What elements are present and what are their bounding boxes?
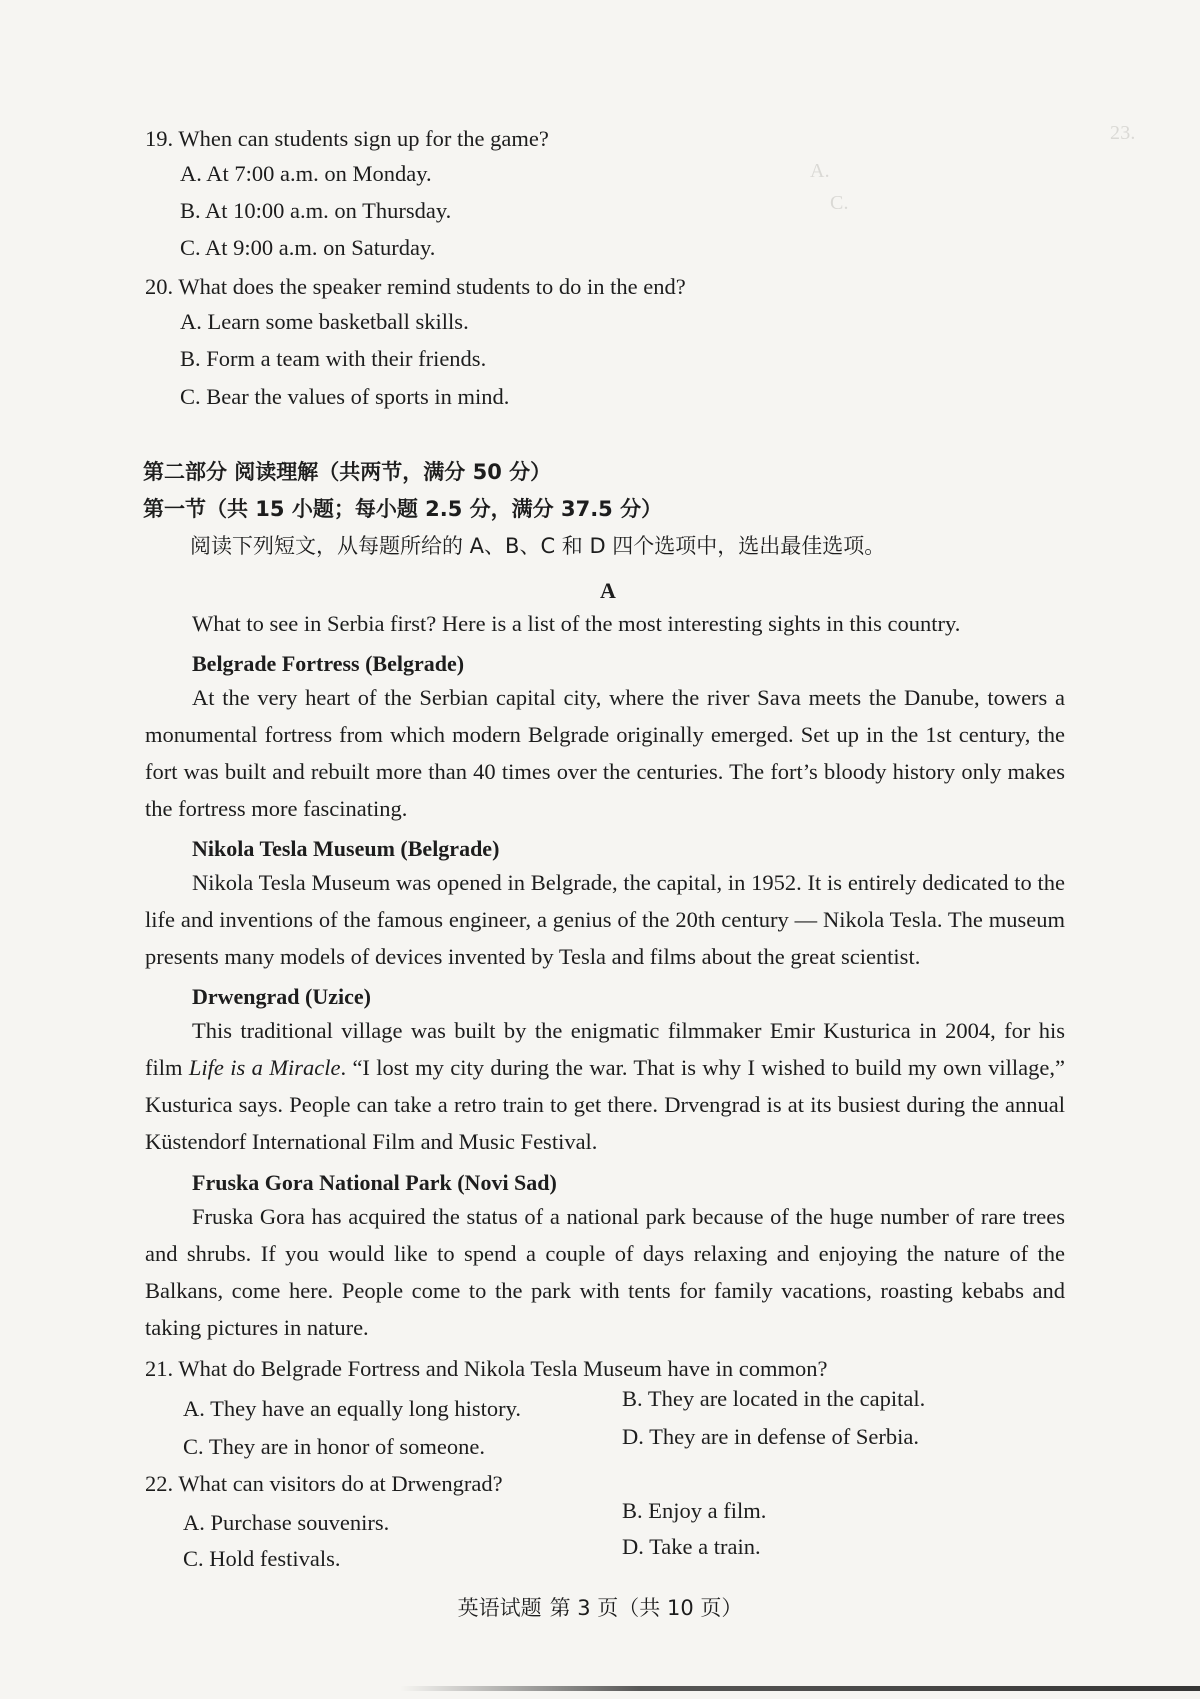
question-22-option-c: C. Hold festivals.	[183, 1546, 341, 1571]
question-21-stem: 21. What do Belgrade Fortress and Nikola Tesla Museum have in common?	[145, 1356, 828, 1381]
sight-paragraph-fruska-gora	[145, 1198, 1065, 1346]
sight-text-before: This traditional village was built by the enigmatic filmmaker Emir Kusturica in 2004, for his film	[145, 1018, 1065, 1080]
question-20-option-b: B. Form a team with their friends.	[180, 346, 487, 371]
sight-text: At the very heart of the Serbian capital city, where the river Sava meets the Danube, towers a monumental fortress from which modern Belgrade originally emerged. Set up in the 1st century, the fort was built and rebuilt more than 40 times over the centuries. The fort’s bloody history only makes the fortress more fascinating.	[145, 685, 1065, 821]
sight-text-after: . “I lost my city during the war. That is why I wished to build my own village,” Kusturica says. People can take a retro train to get there. Drvengrad is at its busiest during the annual Küstendorf International Film and Music Festival.	[145, 1055, 1066, 1154]
page-footer	[0, 1592, 1200, 1622]
passage-letter: A	[600, 578, 616, 603]
question-20-option-c: C. Bear the values of sports in mind.	[180, 384, 510, 409]
sight-text: Fruska Gora has acquired the status of a national park because of the huge number of rare trees and shrubs. If you would like to spend a couple of days relaxing and enjoying the nature of the Balkans, come here. People come to the park with tents for family vacations, roasting kebabs and taking pictures in nature.	[145, 1204, 1065, 1340]
question-20-option-a: A. Learn some basketball skills.	[180, 309, 469, 334]
part-two-title: 第二部分 阅读理解（共两节，满分 50 分）	[143, 460, 552, 484]
scan-edge-mark	[400, 1686, 1200, 1691]
question-21-option-a: A. They have an equally long history.	[183, 1396, 522, 1421]
question-22-option-d: D. Take a train.	[622, 1534, 761, 1559]
question-22-option-a: A. Purchase souvenirs.	[183, 1510, 390, 1535]
film-title: Life is a Miracle	[188, 1055, 341, 1080]
question-22-stem: 22. What can visitors do at Drwengrad?	[145, 1471, 503, 1496]
section-instruction: 阅读下列短文，从每题所给的 A、B、C 和 D 四个选项中，选出最佳选项。	[190, 534, 886, 558]
sight-paragraph-belgrade-fortress	[145, 679, 1065, 827]
sight-heading-belgrade-fortress: Belgrade Fortress (Belgrade)	[192, 651, 465, 676]
sight-text: Nikola Tesla Museum was opened in Belgrade, the capital, in 1952. It is entirely dedicated to the life and inventions of the famous engineer, a genius of the 20th century — Nikola Tesla. The museum presents many models of devices invented by Tesla and films about the great scientist.	[145, 870, 1065, 969]
sight-heading-tesla-museum: Nikola Tesla Museum (Belgrade)	[192, 836, 500, 861]
question-21-option-d: D. They are in defense of Serbia.	[622, 1424, 919, 1449]
section-one-title: 第一节（共 15 小题；每小题 2.5 分，满分 37.5 分）	[143, 497, 663, 521]
sight-heading-fruska-gora: Fruska Gora National Park (Novi Sad)	[192, 1170, 557, 1195]
sight-heading-drwengrad: Drwengrad (Uzice)	[192, 984, 371, 1009]
bleed-through-text: A.	[810, 160, 830, 182]
question-22-option-b: B. Enjoy a film.	[622, 1498, 767, 1523]
passage-intro	[145, 605, 1065, 642]
bleed-through-text: C.	[830, 192, 849, 214]
sight-paragraph-drwengrad	[145, 1012, 1065, 1160]
sight-paragraph-tesla-museum	[145, 864, 1065, 975]
question-19-option-b: B. At 10:00 a.m. on Thursday.	[180, 198, 452, 223]
question-19-stem: 19. When can students sign up for the game?	[145, 126, 549, 151]
question-19-option-a: A. At 7:00 a.m. on Monday.	[180, 161, 432, 186]
question-21-option-c: C. They are in honor of someone.	[183, 1434, 486, 1459]
question-20-stem: 20. What does the speaker remind students to do in the end?	[145, 274, 686, 299]
question-19-option-c: C. At 9:00 a.m. on Saturday.	[180, 235, 436, 260]
footer-page-number: 第 3 页（共 10 页）	[549, 1596, 743, 1620]
footer-subject: 英语试题	[457, 1596, 542, 1620]
question-21-option-b: B. They are located in the capital.	[622, 1386, 926, 1411]
passage-intro-text: What to see in Serbia first? Here is a list of the most interesting sights in this country.	[192, 611, 961, 636]
bleed-through-text: 23.	[1110, 122, 1136, 144]
